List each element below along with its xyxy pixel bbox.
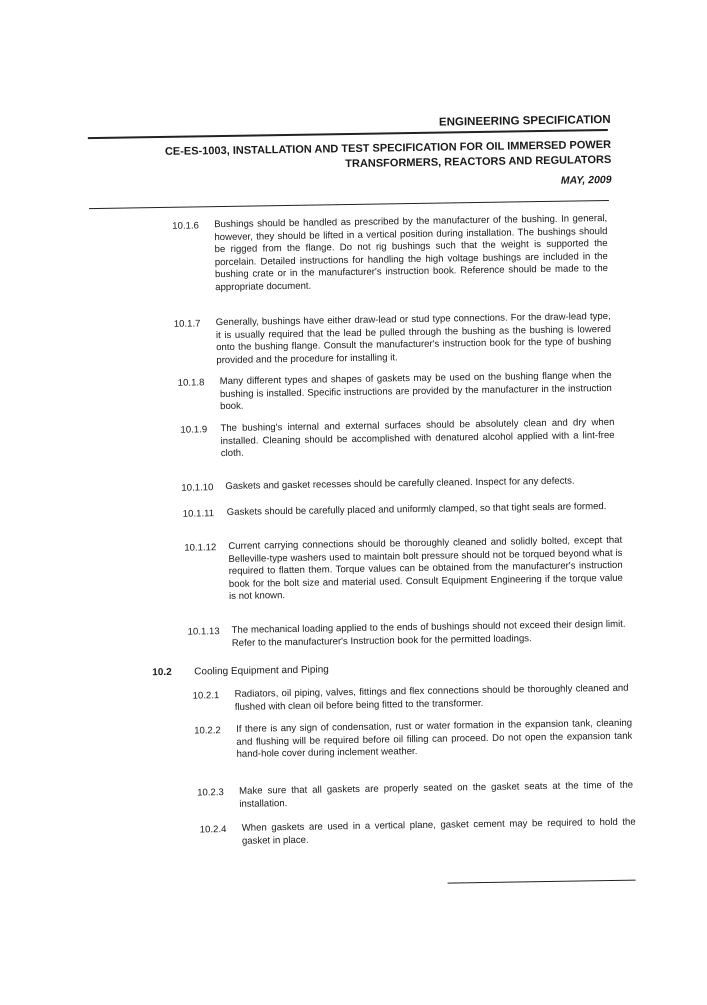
section-title: Cooling Equipment and Piping (194, 664, 329, 678)
clause-text: Radiators, oil piping, valves, fittings and flex connections should be thoroughly cleaned and flushed with clean oil before being fitted to the transformer. (234, 682, 629, 713)
clause-10-1-11 (183, 501, 619, 521)
header-top-rule (88, 129, 608, 139)
header-bottom-rule (89, 200, 609, 209)
clause-number: 10.1.11 (182, 508, 215, 520)
clause-number: 10.1.9 (180, 424, 208, 436)
clause-number: 10.1.8 (177, 377, 205, 389)
clause-10-1-6 (172, 213, 608, 295)
clause-10-1-8 (178, 370, 613, 415)
clause-text: If there is any sign of condensation, rust or water formation in the expansion tank, cleaning and flushing will be required before oil filling can proceed. Do not open the expansion tank hand-hole cover during inclement weather. (236, 717, 633, 761)
doc-title-line1: CE-ES-1003, INSTALLATION AND TEST SPECIFICATION FOR OIL IMMERSED POWER (164, 138, 612, 158)
clause-text: The bushing's internal and external surfaces should be absolutely clean and dry when installed. Cleaning should be accomplished with denatured alcohol applied with a lint-free cloth. (220, 416, 615, 460)
doc-title-line2: TRANSFORMERS, REACTORS AND REGULATORS (345, 153, 612, 171)
clause-text: Gaskets and gasket recesses should be carefully cleaned. Inspect for any defects. (225, 475, 575, 493)
clause-10-1-13 (188, 619, 626, 651)
clause-text: Current carrying connections should be thoroughly cleaned and solidly bolted, except that Belleville-type washers used to maintain bolt pressure should not be torqued beyond what is required to flatten them. Torque values can be obtained from the manufacturer's instruction book for the bolt size and material used. Consult Equipment Engineering if the torque value is not known. (228, 534, 623, 603)
section-number: 10.2 (152, 666, 172, 679)
clause-number: 10.2.2 (194, 725, 221, 737)
clause-number: 10.2.1 (192, 690, 220, 702)
clause-text: Gaskets should be carefully placed and uniformly clamped, so that tight seals are formed. (226, 501, 607, 519)
clause-text: When gaskets are used in a vertical plane, gasket cement may be required to hold the gasket in place. (241, 816, 636, 847)
clause-number: 10.1.12 (184, 542, 217, 554)
clause-number: 10.2.3 (197, 787, 224, 799)
clause-number: 10.1.7 (173, 318, 201, 330)
section-heading-10-2 (152, 660, 612, 678)
clause-number: 10.2.4 (199, 824, 227, 836)
clause-10-2-4 (200, 817, 636, 849)
clause-text: Bushings should be handled as prescribed by the manufacturer of the bushing. In general, however, they should be lifted in a vertical position during installation. The bushings should be rigged from the flange. Do not rig bushings such that the weight is supported the porcelain. Detailed instructions for handling the high voltage bushings are included in the bushing crate or in the manufacturer's instruction book. Reference should be made to the appropriate document. (214, 212, 609, 294)
clause-text: Make sure that all gaskets are properly seated on the gasket seats at the time of the installation. (239, 779, 634, 810)
clause-10-1-9 (180, 417, 615, 462)
spec-label: ENGINEERING SPECIFICATION (438, 113, 611, 129)
clause-number: 10.1.13 (187, 626, 220, 638)
clause-10-1-7 (174, 311, 612, 368)
clause-10-2-2 (194, 718, 633, 763)
clause-10-2-1 (193, 683, 629, 715)
clause-text: The mechanical loading applied to the ends of bushings should not exceed their design limit. Refer to the manufacturer's Instruction book for the permitted loadings. (231, 618, 626, 649)
clause-10-1-10 (181, 475, 617, 495)
clause-number: 10.1.10 (181, 482, 214, 494)
clause-text: Many different types and shapes of gaskets may be used on the bushing flange when the bushing is installed. Specific instructions are provided by the manufacturer in the instruction book. (219, 369, 612, 413)
clause-10-1-12 (184, 535, 623, 605)
doc-date: MAY, 2009 (560, 173, 612, 187)
clause-number: 10.1.6 (172, 220, 200, 232)
footer-rule (448, 880, 636, 884)
clause-10-2-3 (197, 780, 633, 812)
clause-text: Generally, bushings have either draw-lead or stud type connections. For the draw-lead type, it is usually required that the lead be pulled through the bushing as the bushing is lowered onto the bushing flange. Consult the manufacturer's instruction book for the type of bushing provided and the procedure for installing it. (215, 310, 612, 366)
